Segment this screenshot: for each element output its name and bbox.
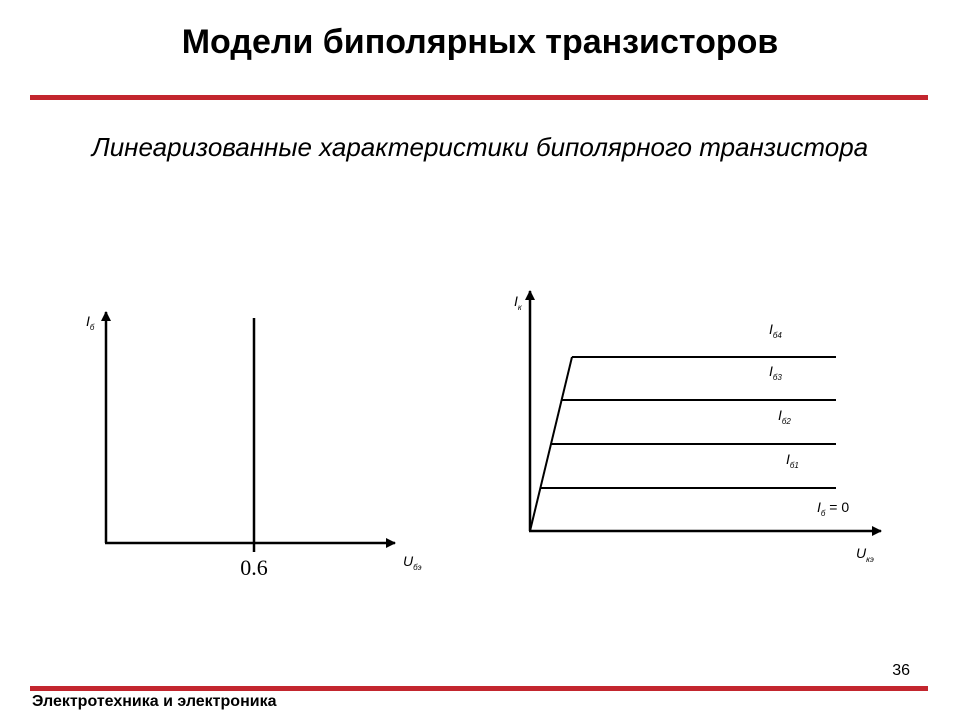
output-characteristic-graph [514,291,881,564]
curve-label-ib0: $I_б = 0$ [817,499,850,518]
input-x-axis-label: $U_{бэ}$ [403,553,422,572]
page-number: 36 [892,662,910,679]
input-y-axis-label: $I_б$ [86,313,95,332]
footer-text: Электротехника и электроника [32,693,277,710]
curve-label-ib1: $I_{б1}$ [786,451,799,470]
output-y-axis-label: $I_к$ [514,293,522,312]
curve-label-ib3: $I_{б3}$ [769,363,782,382]
output-x-axis-label: $U_{кэ}$ [856,545,874,564]
input-tick-label: 0.6 [240,555,268,580]
curve-label-ib2: $I_{б2}$ [778,407,791,426]
curve-label-ib4: $I_{б4}$ [769,321,782,340]
slide-subtitle: Линеаризованные характеристики биполярного транзистора [91,132,869,162]
slide-title: Модели биполярных транзисторов [181,23,779,61]
input-characteristic-graph [86,312,422,580]
bottom-divider [30,686,928,691]
